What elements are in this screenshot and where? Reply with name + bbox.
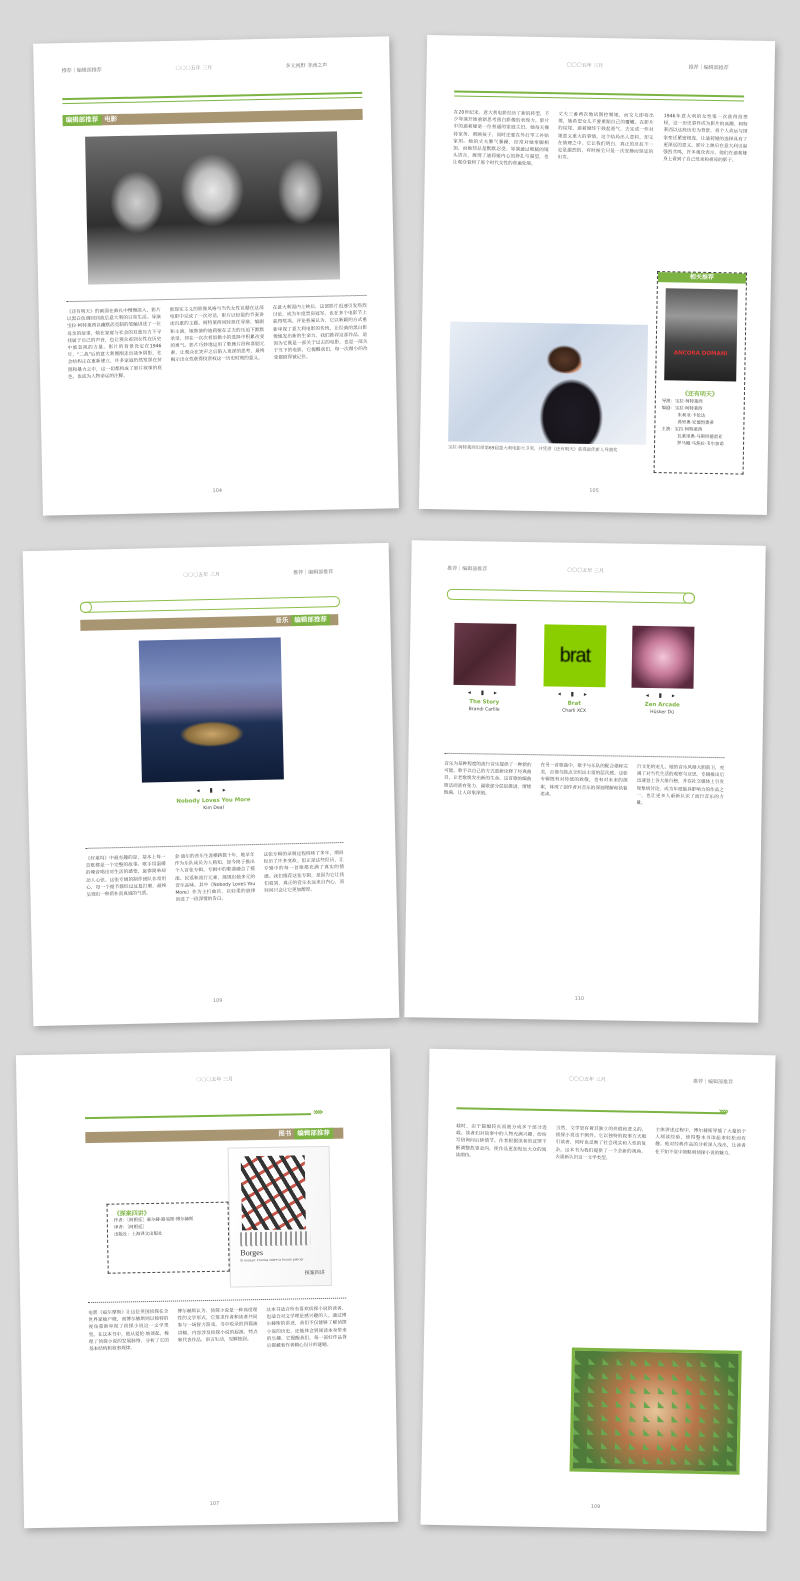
page-number: 110 <box>574 995 585 1003</box>
cover-figures <box>240 1231 310 1246</box>
sidebar-title: 相关推荐 <box>658 272 746 284</box>
album-cover <box>454 623 517 686</box>
tag-green: 编辑部推荐 <box>63 114 102 126</box>
film-credits <box>661 398 742 448</box>
magazine-title: 〇〇〇五年 三月 <box>568 1076 606 1084</box>
film-still-photo <box>85 131 340 284</box>
tag-label: 音乐 <box>275 616 289 625</box>
credit-line: 弗里奥·安德烈奥蒂 <box>677 420 714 427</box>
article-column: 1946年意大利的女性第一次获得投票权，这一历史事件成为影片的高潮。柯特莱西以这段历史为背景，将个人命运与国家变迁紧密相连，让迪莉娅的选择具有了更深远的意义。影片上映后在意大利引起强烈共鸣，许多观众表示，他们在迪莉娅身上看到了自己母亲和祖母的影子。 <box>662 114 748 164</box>
magazine-page-110 <box>404 540 765 1023</box>
dotted-divider <box>66 295 366 302</box>
magazine-page-108 <box>420 1049 775 1532</box>
green-rule <box>456 1107 726 1114</box>
book-info-box <box>107 1202 230 1274</box>
player-controls[interactable]: ◂ ▮ ▸ <box>196 786 230 795</box>
poster-title: ANCORA DOMANI <box>673 350 728 358</box>
page-number: 105 <box>589 487 599 495</box>
article-column: 载时，由于篇幅较长而被分成多个部分连载。读者们对故事中的人物充满兴趣，纷纷写信询问后续情节。作者根据读者的反馈不断调整故事走向，使作品更加贴近大众的阅读期待。 <box>455 1124 547 1159</box>
song-title: The Story <box>469 699 500 706</box>
cover-author: Borges <box>240 1248 263 1258</box>
page-number: 109 <box>590 1503 601 1511</box>
credit-line: 瓦莱里奥·马斯坦德雷亚 <box>677 434 723 441</box>
related-sidebar <box>654 271 748 475</box>
player-controls[interactable]: ◂ ▮ ▸ <box>645 691 679 700</box>
song-title: Brat <box>567 700 581 707</box>
running-header: 推荐｜编辑部推荐 <box>447 565 488 573</box>
article-column: 在另一首歌曲中，歌手与乐队的配合堪称完美，吉他与鼓点交织出丰富的层次感。这张专辑既有对传统的致敬，也有对未来的探索，体现了创作者对音乐的深刻理解和执着追求。 <box>540 763 628 798</box>
page-number: 107 <box>209 1500 220 1507</box>
green-rule <box>85 1113 311 1119</box>
cover-subtitle: El ensayo: Charlas sobre la ficción policial <box>240 1257 304 1263</box>
article-column: 在意大利国内上映后，这部影片迅速引发热烈讨论，成为年度票房冠军，也在多个电影节上获得奖项。评论普遍认为，它以新颖的方式重新审视了意大利电影的传统，让经典的黑白影像焕发出新的生命力。我们推荐这部作品，是因为它既是一部关于过去的电影，也是一部关于当下的电影，它提醒我们，每一次微小的改变都值得被记住。 <box>272 303 368 362</box>
book-credits <box>114 1216 222 1239</box>
album-cover <box>139 637 284 782</box>
tag-green: 编辑部推荐 <box>291 614 330 626</box>
article-column: 音乐为某种程度的流行音乐提供了一种新的可能。歌手以自己的方式重新诠释了经典曲目，让老歌焕发出新的生命。这首歌的编曲简洁而富有张力，副歌部分层层推进，情绪饱满，让人印象深刻。 <box>443 761 532 797</box>
article-columns <box>450 109 653 312</box>
article-column: 主体讲述过程中，博尔赫斯穿插了大量的个人阅读经验，使得整本书读起来轻松而有趣。他对经典作品的分析深入浅出，让读者在不知不觉中领略到侦探小说的魅力。 <box>654 1128 747 1157</box>
page-number: 109 <box>212 997 223 1005</box>
page-number: 104 <box>212 487 223 495</box>
chevrons-ornament: ›››› <box>312 1106 322 1119</box>
article-column: 这本书适合所有喜欢侦探小说的读者，也适合对文学理论感兴趣的人。通过博尔赫斯的讲述，我们不仅能够了解侦探小说的历史，还能体会到阅读本身带来的乐趣。它提醒我们，每一部好作品背后都藏着作者精心设计的谜题。 <box>266 1306 347 1349</box>
tag-label: 电影 <box>104 115 118 124</box>
artist-name: Hüsker Dü <box>650 710 675 716</box>
tube-ornament <box>447 589 695 604</box>
article-columns <box>67 303 371 489</box>
credit-line: 罗马娜·马焦拉·韦尔加诺 <box>677 441 724 448</box>
article-column: 在20世纪末，意大利电影经历了新的转型，不少导演开始重新思考黑白影像的表现力。影片中的迪莉娅是一位普通的家庭主妇，她每天操持家务、照顾孩子，同时还要在外打零工补贴家用。她的丈夫脾气暴躁，经常对她拳脚相加，而她却总是默默忍受。导演通过细腻的镜头语言，展现了迪莉娅内心的挣扎与渴望，也让观众看到了那个时代女性的普遍处境。 <box>452 110 550 168</box>
artist-name: Brandi Carlile <box>468 707 500 713</box>
credit-line: 导演：宝拉·柯特莱西 <box>661 399 703 405</box>
credit-line: 主演：宝拉·柯特莱西 <box>661 427 703 433</box>
album-cover-brat <box>543 624 606 687</box>
running-header: 推荐｜编辑部推荐 <box>688 64 729 72</box>
song-title: Nobody Loves You More <box>176 797 251 805</box>
green-rule <box>62 92 362 100</box>
magazine-title: 〇〇〇五年 三月 <box>566 62 604 70</box>
magazine-title: 〇〇〇五年 三月 <box>175 65 213 72</box>
running-header-right: 多元视野 非洲之声 <box>285 62 328 70</box>
credit-line: 朱利亚·卡伦达 <box>677 413 706 419</box>
running-header: 推荐｜编辑部推荐 <box>61 67 102 75</box>
credit-line: 编剧：宝拉·柯特莱西 <box>661 406 703 412</box>
dotted-divider <box>85 842 343 849</box>
album-cover <box>631 626 694 689</box>
article-columns <box>88 1306 349 1490</box>
tag-label: 图书 <box>278 1129 292 1138</box>
book-title: 《探案四讲》 <box>113 1209 150 1218</box>
photo-caption: 宝拉·柯特莱西出席第69届意大利电影大卫奖，并凭借《还有明天》获得最佳新人导演奖 <box>447 445 618 454</box>
article-column: 丈夫三番两次地试图控制她，而女儿即将出嫁，她希望女儿不要重蹈自己的覆辙。在影片的结尾，迪莉娅终于鼓起勇气，去完成一件对她意义重大的事情。这个结局出人意料，却又在情理之中。它让我们明白，真正的反抗不一定是激烈的，有时候它只是一次安静而坚定的出发。 <box>557 112 654 161</box>
tube-cap <box>80 602 92 613</box>
running-header: 推荐｜编辑部推荐 <box>293 569 334 577</box>
chevrons-ornament: ›››› <box>718 1106 728 1118</box>
dotted-divider <box>88 1298 346 1304</box>
running-header: 推荐｜编辑部推荐 <box>692 1078 734 1086</box>
article-columns <box>661 113 748 264</box>
section-tag <box>63 114 121 126</box>
article-column: 《还有明天》的画面在典礼中慢慢淡入，影片以黑白色调回到战后意大利的日常生活。导演宝拉·柯特莱西以幽默而克制的笔触讲述了一位母亲的故事，她在家庭与社会的双重压力下寻找属于自己的声音，也让观众看到女性在历史中被忽视的力量。影片的背景设定在1946年，"二战"后的意大利刚刚走出战争阴影，社会结构正在重新建立，许多家庭仍然笼罩在贫困和暴力之中，这一切都构成了影片叙事的底色，也成为人物命运的注脚。 <box>66 308 162 380</box>
dotted-divider <box>444 753 724 758</box>
article-column: 博尔赫斯认为，侦探小说是一种高度理性的文学形式，它要求作者和读者共同参与一场智力游戏。书中收录的四篇演讲稿，内容涉及侦探小说的起源、特点和代表作品，语言生动，见解独到。 <box>177 1308 258 1344</box>
book-cover <box>228 1146 332 1288</box>
mosaic-artwork-photo <box>570 1348 742 1475</box>
article-column: 行文化的宠儿，她的音乐风格大胆前卫，充满了对当代生活的观察与反思。专辑推出后迅速登上各大排行榜，并在社交媒体上引发现象级讨论，成为年度最具影响力的作品之一，也让更多人重新认识了流行音乐的力量。 <box>636 764 725 806</box>
article-columns <box>452 1123 746 1329</box>
article-column: 当然，文学是有着其独立的价值和意义的，侦探小说也不例外。它以独特的叙事方式吸引读者，同时也反映了社会现实和人性的复杂。这本书为我们提供了一个全新的视角，去重新认识这一文学类型。 <box>555 1126 647 1162</box>
section-tag <box>272 614 330 626</box>
tag-green: 编辑部推荐 <box>294 1128 333 1140</box>
brat-text: brat <box>559 644 591 667</box>
magazine-title: 〇〇〇五年 三月 <box>567 567 604 575</box>
article-columns <box>441 761 724 979</box>
tube-cap <box>683 593 695 604</box>
magazine-page-107 <box>16 1049 398 1528</box>
cover-title: 探案四讲 <box>304 1269 325 1277</box>
player-controls[interactable]: ◂ ▮ ▸ <box>557 690 591 699</box>
credit-line: 作者：［阿根廷］豪尔赫·路易斯·博尔赫斯 <box>113 1217 194 1224</box>
artist-name: Kim Deal <box>203 805 224 812</box>
red-carpet-photo <box>448 321 648 444</box>
article-column: 新现实主义的影像风格与当代女性议题在这部电影中完成了一次对话，影片以轻盈的节奏讲述沉重的主题。柯特莱西同时担任导演、编剧和主演，她饰演的迪莉娅在丈夫的压迫下默默承受，却在一次次看似微小的选择中积累改变的勇气。影片巧妙地运用了歌舞片段和喜剧元素，让观众在笑声之后陷入更深的思考，最终揭示出女性获得投票权这一历史时刻的意义。 <box>169 306 265 364</box>
magazine-page-109 <box>23 543 400 1026</box>
song-title: Zen Arcade <box>644 701 680 709</box>
magazine-page-105 <box>419 35 775 515</box>
article-column: 这张专辑的录制过程持续了多年，期间经历了许多变故。但正是这些经历，让专辑中的每一首歌都充满了真实的情感。我们推荐这张专辑，是因为它让我们看到，真正的音乐永远来自内心，而时间只会让它更加醇厚。 <box>263 851 345 894</box>
section-tag <box>275 1128 333 1140</box>
cover-art <box>241 1155 306 1230</box>
article-column: 电影《福尔摩斯》让这位英国侦探在全世界家喻户晓，而博尔赫斯则以独特的视角重新审视了侦探小说这一文学类型。在这本书中，他从爱伦·坡谈起，梳理了侦探小说的发展脉络，分析了它的基本结构和叙事规律。 <box>88 1309 169 1353</box>
film-title: 《还有明天》 <box>681 390 718 399</box>
magazine-title: 〇〇〇五年 三月 <box>183 571 220 579</box>
credit-line: 译者：［阿根廷］ <box>113 1225 147 1231</box>
magazine-title: 〇〇〇五年 三月 <box>196 1076 234 1084</box>
film-poster <box>664 288 738 381</box>
tube-ornament <box>80 596 340 613</box>
article-column: 《好莱坞》中最有趣的是，基本上每一首歌都是一个完整的故事。歌手用温暖的嗓音唱出对生活的感悟，旋律简单却动人心弦。这张专辑的制作团队非常用心，每一个细节都经过反复打磨，最终呈现出一种质朴而真诚的气质。 <box>85 855 167 898</box>
player-controls[interactable]: ◂ ▮ ▸ <box>467 689 501 697</box>
article-columns <box>86 850 347 986</box>
article-column: 金·迪尔的音乐生涯横跨数十年，她早年作为乐队成员为人熟知，如今终于推出个人首张专辑。专辑中的歌曲融合了摇滚、民谣和流行元素，展现出她多元的音乐品味。其中《Nobody Loves You More》作为主打曲目，以轻柔的旋律讲述了一段深情的告白。 <box>174 853 256 904</box>
credit-line: 出版社：上海译文出版社 <box>114 1231 163 1238</box>
artist-name: Charli XCX <box>562 708 587 715</box>
magazine-page-104 <box>33 36 399 515</box>
